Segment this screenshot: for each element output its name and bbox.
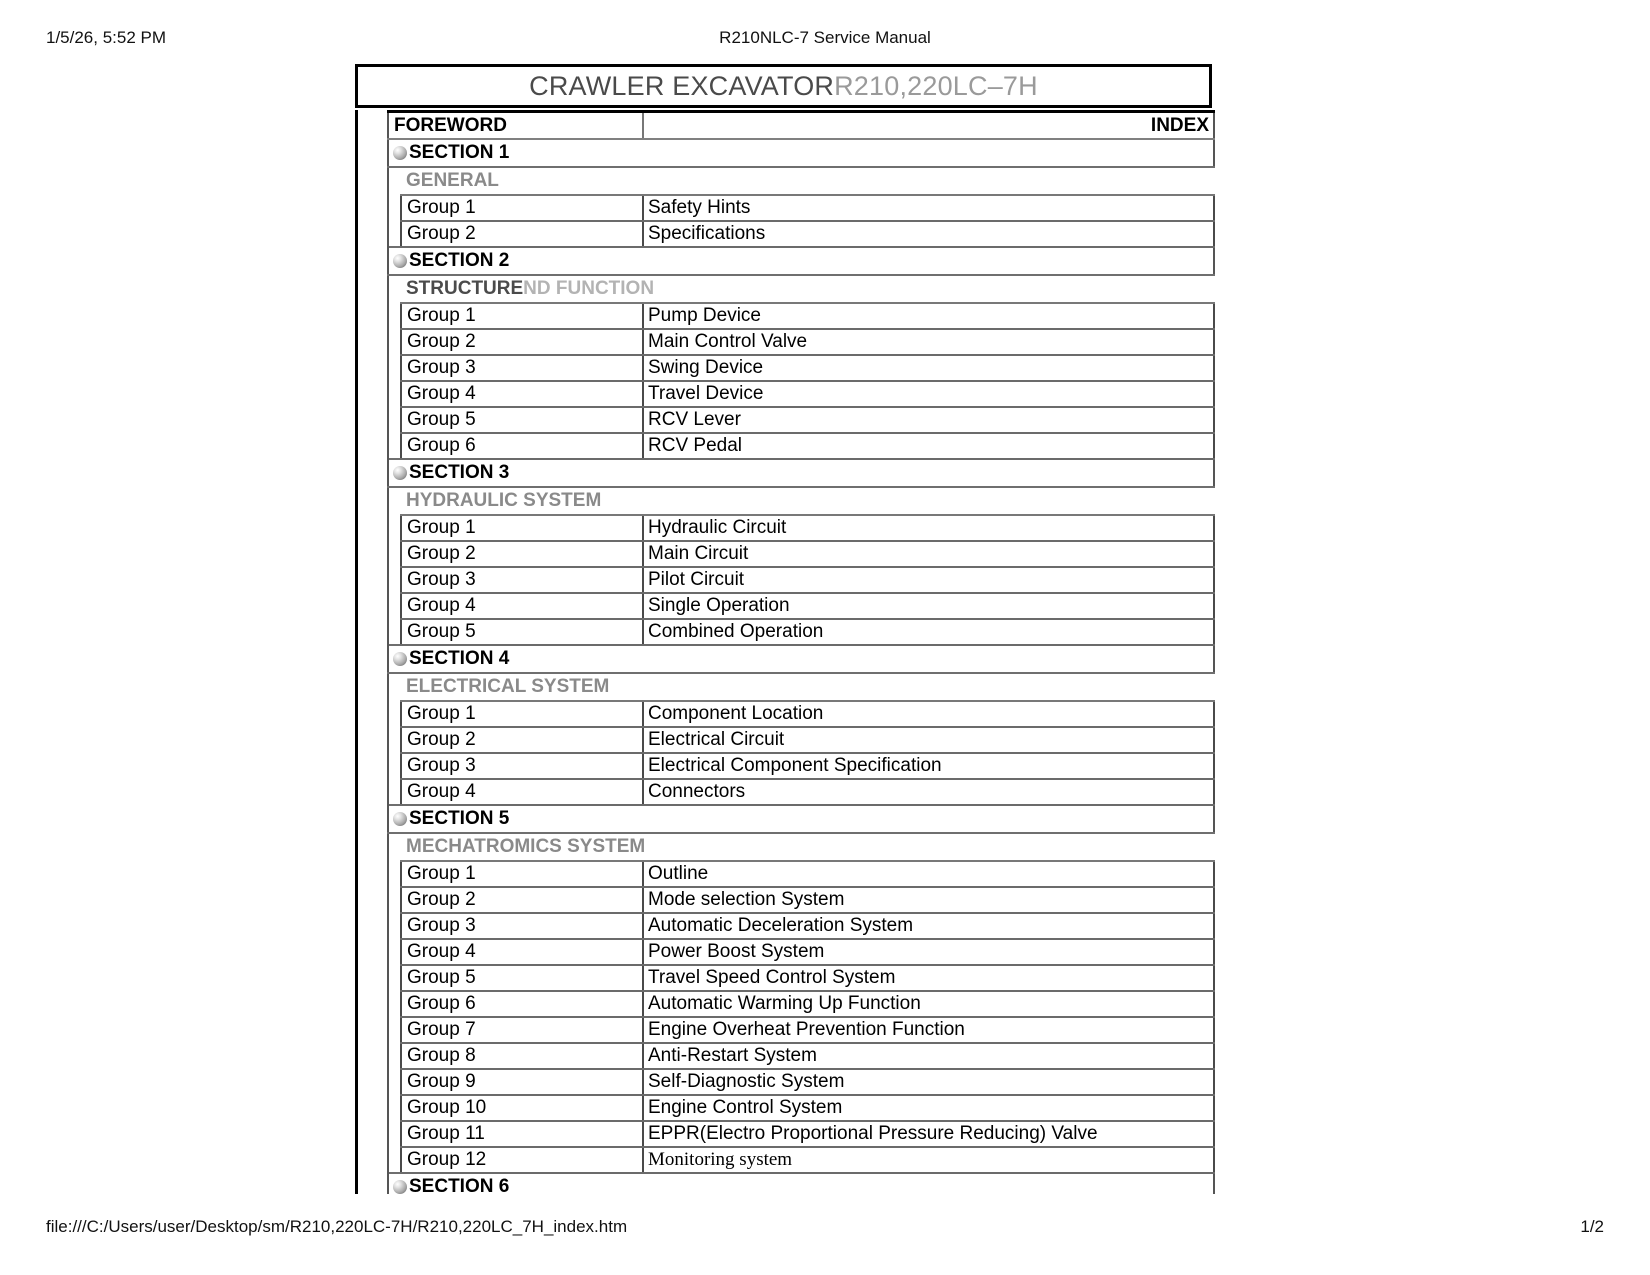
- group-title[interactable]: Connectors: [643, 779, 1214, 805]
- group-number[interactable]: Group 5: [401, 407, 643, 433]
- group-title[interactable]: RCV Lever: [643, 407, 1214, 433]
- group-row[interactable]: [388, 1147, 1214, 1173]
- section-subtitle-row: [388, 673, 1214, 701]
- group-row[interactable]: [388, 619, 1214, 645]
- document-page: [355, 64, 1215, 1194]
- group-number[interactable]: Group 12: [401, 1147, 643, 1173]
- section-header-row[interactable]: [388, 1173, 1214, 1194]
- section-header-row[interactable]: [388, 805, 1214, 833]
- group-row[interactable]: [388, 303, 1214, 329]
- indent-spacer: [388, 965, 401, 991]
- manual-title-banner: [355, 64, 1212, 108]
- group-number[interactable]: Group 3: [401, 753, 643, 779]
- group-row[interactable]: [388, 991, 1214, 1017]
- sphere-bullet-icon: [393, 466, 407, 480]
- indent-spacer: [388, 701, 401, 727]
- group-number[interactable]: Group 5: [401, 965, 643, 991]
- group-number[interactable]: Group 2: [401, 541, 643, 567]
- group-number[interactable]: Group 5: [401, 619, 643, 645]
- indent-spacer: [388, 195, 401, 221]
- group-title[interactable]: EPPR(Electro Proportional Pressure Reducing) Valve: [643, 1121, 1214, 1147]
- group-title[interactable]: Engine Control System: [643, 1095, 1214, 1121]
- sphere-bullet-icon: [393, 146, 407, 160]
- group-number[interactable]: Group 6: [401, 433, 643, 459]
- print-page-number: 1/2: [1580, 1217, 1604, 1236]
- indent-spacer: [388, 1017, 401, 1043]
- group-number[interactable]: Group 3: [401, 355, 643, 381]
- section-header-cell[interactable]: [388, 645, 1214, 673]
- indent-spacer: [388, 275, 401, 303]
- indent-spacer: [388, 887, 401, 913]
- group-number[interactable]: Group 4: [401, 939, 643, 965]
- group-row[interactable]: [388, 515, 1214, 541]
- sphere-bullet-icon: [393, 1180, 407, 1194]
- group-title[interactable]: Automatic Warming Up Function: [643, 991, 1214, 1017]
- group-row[interactable]: [388, 861, 1214, 887]
- indent-spacer: [388, 433, 401, 459]
- group-number[interactable]: Group 2: [401, 329, 643, 355]
- section-subtitle-row: [388, 167, 1214, 195]
- group-number[interactable]: Group 1: [401, 861, 643, 887]
- subtitle-overlap-text: ND FUNCTION: [523, 278, 655, 299]
- group-row[interactable]: [388, 965, 1214, 991]
- group-title[interactable]: Main Circuit: [643, 541, 1214, 567]
- index-table: [387, 110, 1215, 1194]
- group-row[interactable]: [388, 887, 1214, 913]
- section-header-cell[interactable]: [388, 139, 1214, 167]
- group-row[interactable]: [388, 407, 1214, 433]
- print-source-url: file:///C:/Users/user/Desktop/sm/R210,220LC-7H/R210,220LC_7H_index.htm: [46, 1217, 628, 1236]
- indent-spacer: [388, 407, 401, 433]
- group-title[interactable]: Swing Device: [643, 355, 1214, 381]
- group-row[interactable]: [388, 381, 1214, 407]
- group-title[interactable]: Monitoring system: [643, 1147, 1214, 1173]
- section-subtitle-row: [388, 833, 1214, 861]
- indent-spacer: [388, 329, 401, 355]
- group-row[interactable]: [388, 567, 1214, 593]
- group-title[interactable]: Electrical Component Specification: [643, 753, 1214, 779]
- indent-spacer: [388, 991, 401, 1017]
- indent-spacer: [388, 167, 401, 195]
- group-title[interactable]: Single Operation: [643, 593, 1214, 619]
- group-number[interactable]: Group 7: [401, 1017, 643, 1043]
- group-row[interactable]: [388, 1017, 1214, 1043]
- print-footer: [0, 1217, 1650, 1239]
- group-number[interactable]: Group 8: [401, 1043, 643, 1069]
- section-subtitle: GENERAL: [401, 167, 1214, 195]
- indent-spacer: [388, 1043, 401, 1069]
- section-header-cell[interactable]: [388, 1173, 1214, 1194]
- group-title[interactable]: Power Boost System: [643, 939, 1214, 965]
- section-header-cell[interactable]: [388, 459, 1214, 487]
- indent-spacer: [388, 753, 401, 779]
- sphere-bullet-icon: [393, 812, 407, 826]
- group-row[interactable]: [388, 701, 1214, 727]
- group-title[interactable]: Mode selection System: [643, 887, 1214, 913]
- group-row[interactable]: [388, 355, 1214, 381]
- indent-spacer: [388, 567, 401, 593]
- indent-spacer: [388, 913, 401, 939]
- group-number[interactable]: Group 4: [401, 593, 643, 619]
- group-title[interactable]: Pilot Circuit: [643, 567, 1214, 593]
- indent-spacer: [388, 727, 401, 753]
- group-number[interactable]: Group 1: [401, 195, 643, 221]
- group-row[interactable]: [388, 1069, 1214, 1095]
- print-header: [0, 28, 1650, 50]
- section-subtitle: HYDRAULIC SYSTEM: [401, 487, 1214, 515]
- section-label: SECTION 5: [409, 808, 510, 829]
- group-title[interactable]: RCV Pedal: [643, 433, 1214, 459]
- group-title[interactable]: Engine Overheat Prevention Function: [643, 1017, 1214, 1043]
- group-title[interactable]: Component Location: [643, 701, 1214, 727]
- group-row[interactable]: [388, 195, 1214, 221]
- group-title[interactable]: Combined Operation: [643, 619, 1214, 645]
- group-title[interactable]: Travel Speed Control System: [643, 965, 1214, 991]
- section-header-row[interactable]: [388, 645, 1214, 673]
- group-title[interactable]: Outline: [643, 861, 1214, 887]
- section-header-row[interactable]: [388, 247, 1214, 275]
- indent-spacer: [388, 861, 401, 887]
- group-title[interactable]: Automatic Deceleration System: [643, 913, 1214, 939]
- group-number[interactable]: Group 2: [401, 727, 643, 753]
- group-row[interactable]: [388, 913, 1214, 939]
- group-row[interactable]: [388, 727, 1214, 753]
- sphere-bullet-icon: [393, 652, 407, 666]
- indent-spacer: [388, 1069, 401, 1095]
- foreword-label[interactable]: FOREWORD: [388, 112, 643, 140]
- group-number[interactable]: Group 4: [401, 779, 643, 805]
- section-subtitle-row: [388, 275, 1214, 303]
- section-subtitle: [401, 275, 1214, 303]
- indent-spacer: [388, 619, 401, 645]
- section-subtitle: ELECTRICAL SYSTEM: [401, 673, 1214, 701]
- group-number[interactable]: Group 3: [401, 567, 643, 593]
- section-label: SECTION 3: [409, 462, 510, 483]
- indent-spacer: [388, 221, 401, 247]
- indent-spacer: [388, 541, 401, 567]
- group-number[interactable]: Group 1: [401, 303, 643, 329]
- section-header-row[interactable]: [388, 139, 1214, 167]
- group-number[interactable]: Group 9: [401, 1069, 643, 1095]
- group-title[interactable]: Pump Device: [643, 303, 1214, 329]
- print-document-title: R210NLC-7 Service Manual: [719, 28, 931, 47]
- group-title[interactable]: Specifications: [643, 221, 1214, 247]
- indent-spacer: [388, 1121, 401, 1147]
- group-row[interactable]: [388, 1043, 1214, 1069]
- group-title[interactable]: Electrical Circuit: [643, 727, 1214, 753]
- group-number[interactable]: Group 6: [401, 991, 643, 1017]
- group-number[interactable]: Group 1: [401, 701, 643, 727]
- subtitle-primary-text: STRUCTURE: [406, 278, 524, 299]
- group-row[interactable]: [388, 1121, 1214, 1147]
- group-number[interactable]: Group 4: [401, 381, 643, 407]
- group-number[interactable]: Group 2: [401, 221, 643, 247]
- index-outer-frame: [355, 110, 1212, 1194]
- indent-spacer: [388, 779, 401, 805]
- section-subtitle-row: [388, 487, 1214, 515]
- indent-spacer: [388, 939, 401, 965]
- group-row[interactable]: [388, 329, 1214, 355]
- section-header-cell[interactable]: [388, 247, 1214, 275]
- group-row[interactable]: [388, 939, 1214, 965]
- group-title[interactable]: Anti-Restart System: [643, 1043, 1214, 1069]
- indent-spacer: [388, 381, 401, 407]
- group-title[interactable]: Main Control Valve: [643, 329, 1214, 355]
- group-title[interactable]: Safety Hints: [643, 195, 1214, 221]
- indent-spacer: [388, 303, 401, 329]
- section-label: SECTION 1: [409, 142, 510, 163]
- section-label: SECTION 2: [409, 250, 510, 271]
- section-label: SECTION 6: [409, 1176, 510, 1194]
- group-row[interactable]: [388, 779, 1214, 805]
- index-label[interactable]: INDEX: [643, 112, 1214, 140]
- indent-spacer: [388, 593, 401, 619]
- group-number[interactable]: Group 10: [401, 1095, 643, 1121]
- group-row[interactable]: [388, 221, 1214, 247]
- sphere-bullet-icon: [393, 254, 407, 268]
- manual-model: R210,220LC–7H: [834, 71, 1038, 101]
- indent-spacer: [388, 515, 401, 541]
- section-header-row[interactable]: [388, 459, 1214, 487]
- group-title[interactable]: Self-Diagnostic System: [643, 1069, 1214, 1095]
- group-row[interactable]: [388, 1095, 1214, 1121]
- foreword-index-row: [388, 112, 1214, 140]
- manual-title: CRAWLER EXCAVATOR: [529, 71, 835, 101]
- group-number[interactable]: Group 2: [401, 887, 643, 913]
- indent-spacer: [388, 673, 401, 701]
- group-row[interactable]: [388, 433, 1214, 459]
- indent-spacer: [388, 1147, 401, 1173]
- group-title[interactable]: Travel Device: [643, 381, 1214, 407]
- section-subtitle: MECHATROMICS SYSTEM: [401, 833, 1214, 861]
- indent-spacer: [388, 355, 401, 381]
- group-number[interactable]: Group 1: [401, 515, 643, 541]
- group-number[interactable]: Group 3: [401, 913, 643, 939]
- group-row[interactable]: [388, 541, 1214, 567]
- group-row[interactable]: [388, 593, 1214, 619]
- indent-spacer: [388, 833, 401, 861]
- print-timestamp: 1/5/26, 5:52 PM: [46, 28, 167, 47]
- group-number[interactable]: Group 11: [401, 1121, 643, 1147]
- group-title[interactable]: Hydraulic Circuit: [643, 515, 1214, 541]
- section-label: SECTION 4: [409, 648, 510, 669]
- indent-spacer: [388, 1095, 401, 1121]
- section-header-cell[interactable]: [388, 805, 1214, 833]
- group-row[interactable]: [388, 753, 1214, 779]
- indent-spacer: [388, 487, 401, 515]
